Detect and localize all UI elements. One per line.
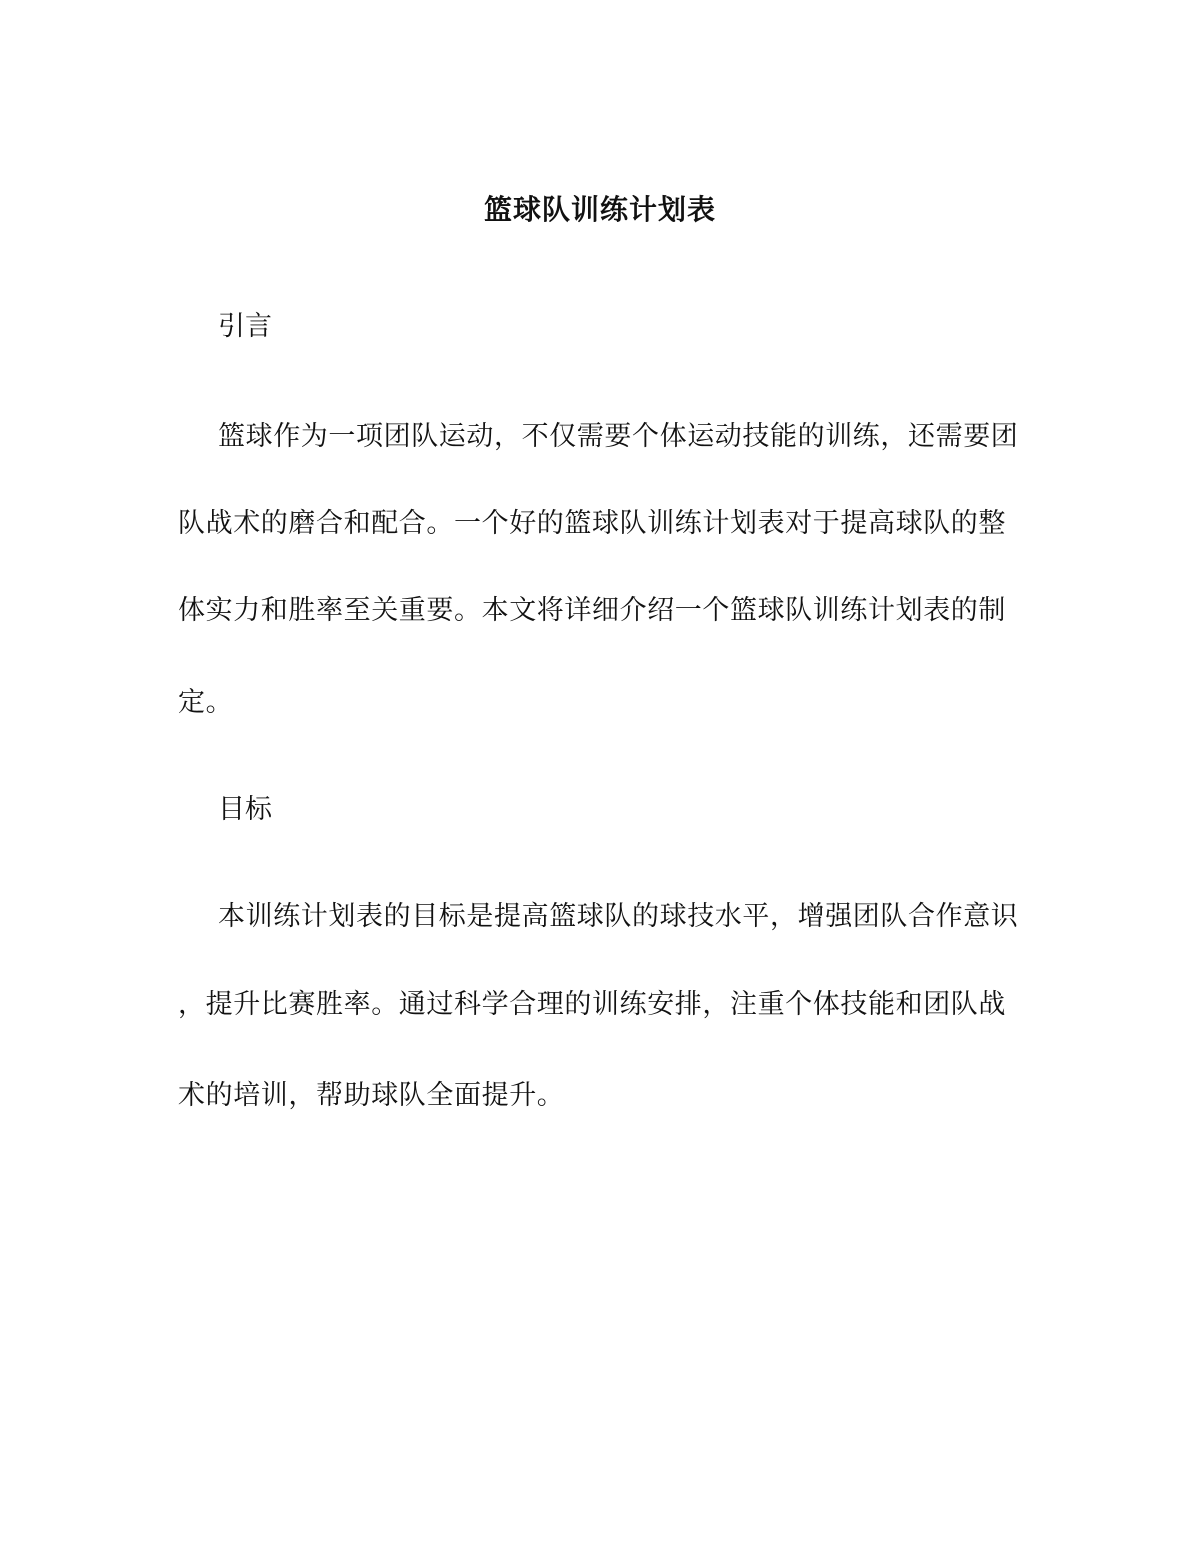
goal-paragraph-line: ，提升比赛胜率。通过科学合理的训练安排，注重个体技能和团队战	[178, 989, 1006, 1020]
goal-paragraph-line: 本训练计划表的目标是提高篮球队的球技水平，增强团队合作意识	[218, 901, 1019, 932]
goal-paragraph-line: 术的培训，帮助球队全面提升。	[178, 1080, 565, 1111]
section-heading-intro: 引言	[218, 311, 272, 342]
intro-paragraph-line: 队战术的磨合和配合。一个好的篮球队训练计划表对于提高球队的整	[178, 508, 1006, 539]
intro-paragraph-line: 篮球作为一项团队运动，不仅需要个体运动技能的训练，还需要团	[218, 421, 1019, 452]
intro-paragraph-line: 体实力和胜率至关重要。本文将详细介绍一个篮球队训练计划表的制	[178, 595, 1006, 626]
document-title: 篮球队训练计划表	[483, 193, 716, 226]
section-heading-goal: 目标	[218, 794, 272, 825]
intro-paragraph-line: 定。	[178, 687, 234, 718]
